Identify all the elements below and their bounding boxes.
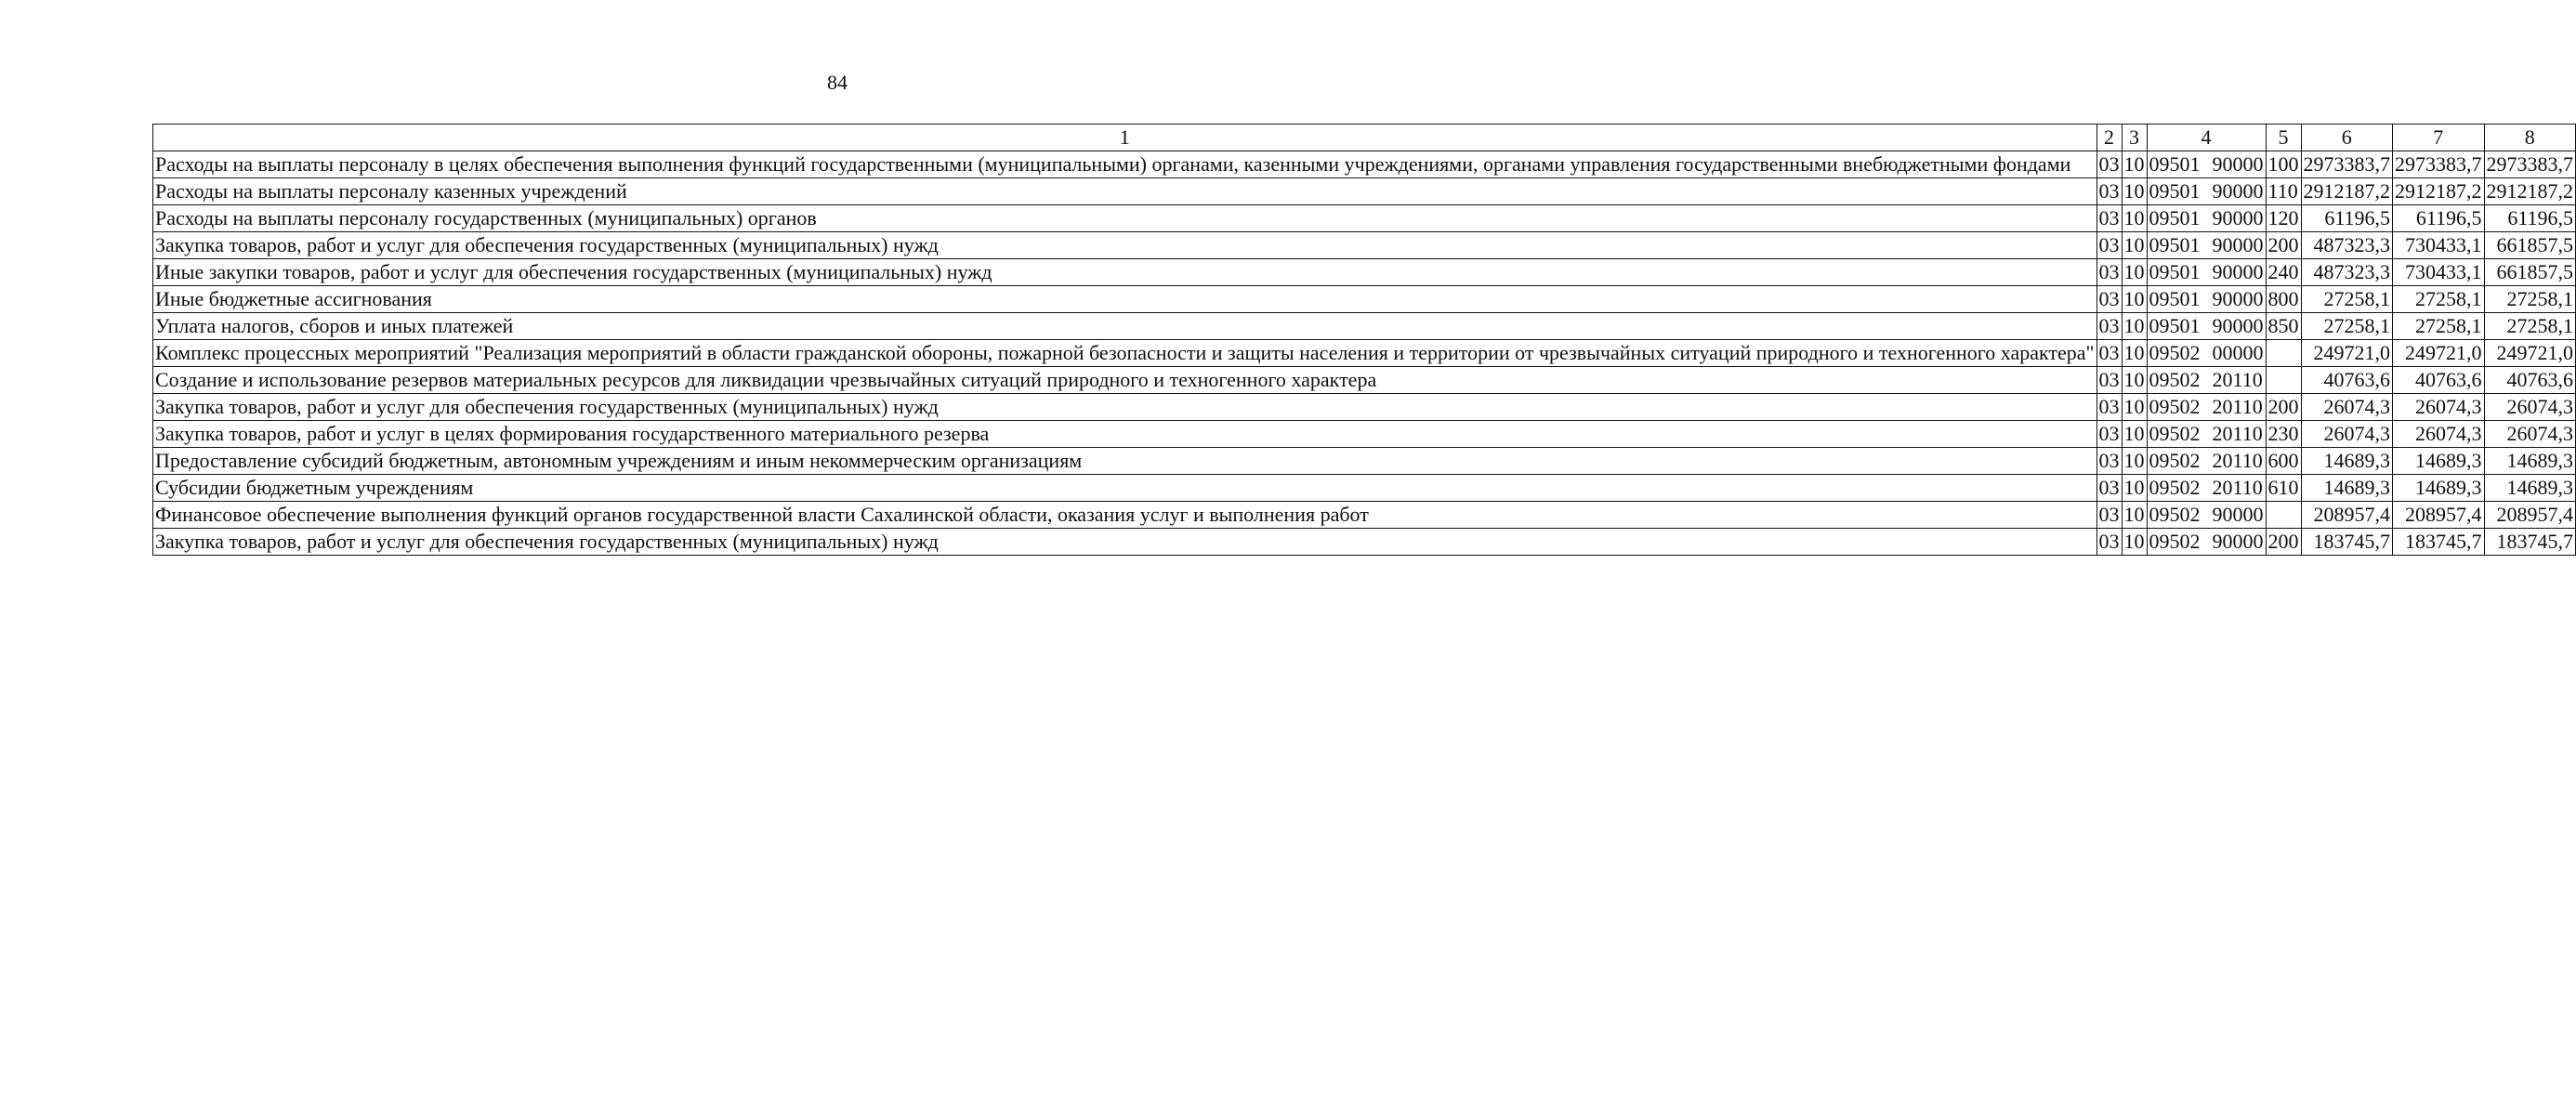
code-direction: 00000 (2212, 341, 2264, 364)
row-description: Субсидии бюджетным учреждениям (153, 475, 2097, 502)
code-subsection: 10 (2122, 205, 2147, 232)
amount-col-7: 40763,6 (2393, 367, 2485, 394)
row-description: Уплата налогов, сборов и иных платежей (153, 313, 2097, 340)
amount-col-8: 14689,3 (2484, 448, 2576, 475)
code-direction: 90000 (2212, 287, 2264, 310)
amount-col-6: 2912187,2 (2301, 178, 2393, 205)
code-subsection: 10 (2122, 151, 2147, 178)
table-row (153, 259, 2576, 286)
code-target-article (2147, 178, 2266, 205)
code-target-article (2147, 475, 2266, 502)
code-program: 09502 (2149, 395, 2201, 418)
page-number: 84 (827, 71, 848, 94)
code-target-article (2147, 367, 2266, 394)
header-col-7: 7 (2393, 125, 2485, 151)
code-direction: 20110 (2212, 422, 2263, 445)
code-target-article (2147, 502, 2266, 529)
amount-col-6: 249721,0 (2301, 340, 2393, 367)
code-expense-type: 100 (2266, 151, 2301, 178)
code-subsection: 10 (2122, 502, 2147, 529)
amount-col-7: 208957,4 (2393, 502, 2485, 529)
amount-col-8: 2973383,7 (2484, 151, 2576, 178)
row-description: Финансовое обеспечение выполнения функций органов государственной власти Сахалинской области, оказания услуг и выполнения работ (153, 502, 2097, 529)
code-program: 09501 (2149, 314, 2201, 337)
code-target-article (2147, 448, 2266, 475)
amount-col-7: 730433,1 (2393, 259, 2485, 286)
table-row (153, 313, 2576, 340)
code-program: 09502 (2149, 530, 2201, 553)
amount-col-7: 14689,3 (2393, 475, 2485, 502)
code-program: 09501 (2149, 206, 2201, 230)
table-row (153, 286, 2576, 313)
code-direction: 90000 (2212, 152, 2264, 176)
code-target-article (2147, 232, 2266, 259)
code-expense-type: 200 (2266, 232, 2301, 259)
amount-col-7: 183745,7 (2393, 529, 2485, 556)
amount-col-6: 26074,3 (2301, 421, 2393, 448)
row-description: Закупка товаров, работ и услуг в целях формирования государственного материального резерва (153, 421, 2097, 448)
code-subsection: 10 (2122, 367, 2147, 394)
amount-col-7: 730433,1 (2393, 232, 2485, 259)
code-expense-type (2266, 367, 2301, 394)
amount-col-6: 40763,6 (2301, 367, 2393, 394)
row-description: Расходы на выплаты персоналу в целях обеспечения выполнения функций государственными (муниципальными) органами, казенными учреждениями, органами управления государственными внебюджетными фондами (153, 151, 2097, 178)
amount-col-7: 14689,3 (2393, 448, 2485, 475)
row-description: Предоставление субсидий бюджетным, автономным учреждениям и иным некоммерческим организациям (153, 448, 2097, 475)
table-row (153, 529, 2576, 556)
code-direction: 90000 (2212, 314, 2264, 337)
amount-col-7: 61196,5 (2393, 205, 2485, 232)
row-description: Комплекс процессных мероприятий "Реализация мероприятий в области гражданской обороны, пожарной безопасности и защиты населения и территории от чрезвычайных ситуаций природного и техногенного характера" (153, 340, 2097, 367)
code-section: 03 (2096, 205, 2122, 232)
code-expense-type: 230 (2266, 421, 2301, 448)
code-section: 03 (2096, 529, 2122, 556)
code-direction: 20110 (2212, 476, 2263, 499)
code-section: 03 (2096, 448, 2122, 475)
code-subsection: 10 (2122, 259, 2147, 286)
table-row (153, 367, 2576, 394)
code-program: 09502 (2149, 341, 2201, 364)
code-subsection: 10 (2122, 178, 2147, 205)
code-direction: 20110 (2212, 449, 2263, 472)
amount-col-7: 2912187,2 (2393, 178, 2485, 205)
amount-col-8: 661857,5 (2484, 259, 2576, 286)
code-subsection: 10 (2122, 529, 2147, 556)
header-col-5: 5 (2266, 125, 2301, 151)
amount-col-8: 183745,7 (2484, 529, 2576, 556)
header-col-8: 8 (2484, 125, 2576, 151)
code-expense-type (2266, 502, 2301, 529)
code-direction: 20110 (2212, 368, 2263, 391)
code-section: 03 (2096, 421, 2122, 448)
amount-col-6: 487323,3 (2301, 232, 2393, 259)
code-section: 03 (2096, 502, 2122, 529)
code-direction: 20110 (2212, 395, 2263, 418)
code-program: 09501 (2149, 233, 2201, 256)
amount-col-8: 208957,4 (2484, 502, 2576, 529)
amount-col-6: 14689,3 (2301, 475, 2393, 502)
amount-col-6: 2973383,7 (2301, 151, 2393, 178)
code-section: 03 (2096, 151, 2122, 178)
code-section: 03 (2096, 259, 2122, 286)
header-col-1: 1 (153, 125, 2097, 151)
code-direction: 90000 (2212, 233, 2264, 256)
code-subsection: 10 (2122, 340, 2147, 367)
code-expense-type: 600 (2266, 448, 2301, 475)
code-expense-type: 110 (2266, 178, 2301, 205)
table-row (153, 475, 2576, 502)
budget-table (152, 124, 2576, 556)
code-program: 09502 (2149, 476, 2201, 499)
amount-col-8: 26074,3 (2484, 421, 2576, 448)
code-program: 09501 (2149, 152, 2201, 176)
amount-col-6: 14689,3 (2301, 448, 2393, 475)
code-program: 09502 (2149, 449, 2201, 472)
row-description: Закупка товаров, работ и услуг для обеспечения государственных (муниципальных) нужд (153, 529, 2097, 556)
code-expense-type: 610 (2266, 475, 2301, 502)
code-direction: 90000 (2212, 503, 2264, 526)
header-col-2: 2 (2096, 125, 2122, 151)
header-col-3: 3 (2122, 125, 2147, 151)
amount-col-8: 27258,1 (2484, 313, 2576, 340)
header-col-6: 6 (2301, 125, 2393, 151)
code-target-article (2147, 151, 2266, 178)
row-description: Создание и использование резервов материальных ресурсов для ликвидации чрезвычайных ситуаций природного и техногенного характера (153, 367, 2097, 394)
code-target-article (2147, 205, 2266, 232)
code-section: 03 (2096, 367, 2122, 394)
row-description: Закупка товаров, работ и услуг для обеспечения государственных (муниципальных) нужд (153, 232, 2097, 259)
code-target-article (2147, 394, 2266, 421)
amount-col-7: 26074,3 (2393, 394, 2485, 421)
table-row (153, 340, 2576, 367)
code-section: 03 (2096, 475, 2122, 502)
code-expense-type (2266, 340, 2301, 367)
code-expense-type: 800 (2266, 286, 2301, 313)
amount-col-7: 27258,1 (2393, 286, 2485, 313)
amount-col-8: 661857,5 (2484, 232, 2576, 259)
code-expense-type: 850 (2266, 313, 2301, 340)
amount-col-8: 249721,0 (2484, 340, 2576, 367)
amount-col-7: 26074,3 (2393, 421, 2485, 448)
code-expense-type: 200 (2266, 394, 2301, 421)
amount-col-6: 61196,5 (2301, 205, 2393, 232)
amount-col-8: 14689,3 (2484, 475, 2576, 502)
code-direction: 90000 (2212, 530, 2264, 553)
code-direction: 90000 (2212, 260, 2264, 283)
code-program: 09501 (2149, 260, 2201, 283)
table-row (153, 394, 2576, 421)
code-target-article (2147, 286, 2266, 313)
code-target-article (2147, 313, 2266, 340)
code-section: 03 (2096, 340, 2122, 367)
amount-col-8: 40763,6 (2484, 367, 2576, 394)
row-description: Расходы на выплаты персоналу казенных учреждений (153, 178, 2097, 205)
amount-col-8: 26074,3 (2484, 394, 2576, 421)
code-subsection: 10 (2122, 448, 2147, 475)
code-expense-type: 120 (2266, 205, 2301, 232)
code-target-article (2147, 340, 2266, 367)
row-description: Иные бюджетные ассигнования (153, 286, 2097, 313)
amount-col-8: 27258,1 (2484, 286, 2576, 313)
amount-col-7: 249721,0 (2393, 340, 2485, 367)
table-row (153, 178, 2576, 205)
code-target-article (2147, 421, 2266, 448)
table-row (153, 151, 2576, 178)
amount-col-6: 208957,4 (2301, 502, 2393, 529)
code-subsection: 10 (2122, 475, 2147, 502)
row-description: Расходы на выплаты персоналу государственных (муниципальных) органов (153, 205, 2097, 232)
code-expense-type: 200 (2266, 529, 2301, 556)
code-section: 03 (2096, 286, 2122, 313)
amount-col-8: 2912187,2 (2484, 178, 2576, 205)
code-subsection: 10 (2122, 394, 2147, 421)
amount-col-6: 183745,7 (2301, 529, 2393, 556)
table-row (153, 232, 2576, 259)
code-section: 03 (2096, 313, 2122, 340)
code-target-article (2147, 259, 2266, 286)
code-subsection: 10 (2122, 421, 2147, 448)
code-program: 09502 (2149, 503, 2201, 526)
code-section: 03 (2096, 178, 2122, 205)
code-subsection: 10 (2122, 286, 2147, 313)
header-row (153, 125, 2576, 151)
amount-col-6: 27258,1 (2301, 313, 2393, 340)
amount-col-6: 27258,1 (2301, 286, 2393, 313)
amount-col-6: 26074,3 (2301, 394, 2393, 421)
header-col-4: 4 (2147, 125, 2266, 151)
code-expense-type: 240 (2266, 259, 2301, 286)
table-row (153, 502, 2576, 529)
code-program: 09501 (2149, 179, 2201, 203)
table-row (153, 421, 2576, 448)
code-program: 09502 (2149, 422, 2201, 445)
amount-col-6: 487323,3 (2301, 259, 2393, 286)
amount-col-8: 61196,5 (2484, 205, 2576, 232)
row-description: Закупка товаров, работ и услуг для обеспечения государственных (муниципальных) нужд (153, 394, 2097, 421)
code-program: 09502 (2149, 368, 2201, 391)
code-section: 03 (2096, 394, 2122, 421)
code-target-article (2147, 529, 2266, 556)
code-subsection: 10 (2122, 313, 2147, 340)
code-direction: 90000 (2212, 179, 2264, 203)
amount-col-7: 2973383,7 (2393, 151, 2485, 178)
code-subsection: 10 (2122, 232, 2147, 259)
table-row (153, 448, 2576, 475)
row-description: Иные закупки товаров, работ и услуг для обеспечения государственных (муниципальных) нужд (153, 259, 2097, 286)
code-direction: 90000 (2212, 206, 2264, 230)
amount-col-7: 27258,1 (2393, 313, 2485, 340)
table-row (153, 205, 2576, 232)
code-program: 09501 (2149, 287, 2201, 310)
code-section: 03 (2096, 232, 2122, 259)
